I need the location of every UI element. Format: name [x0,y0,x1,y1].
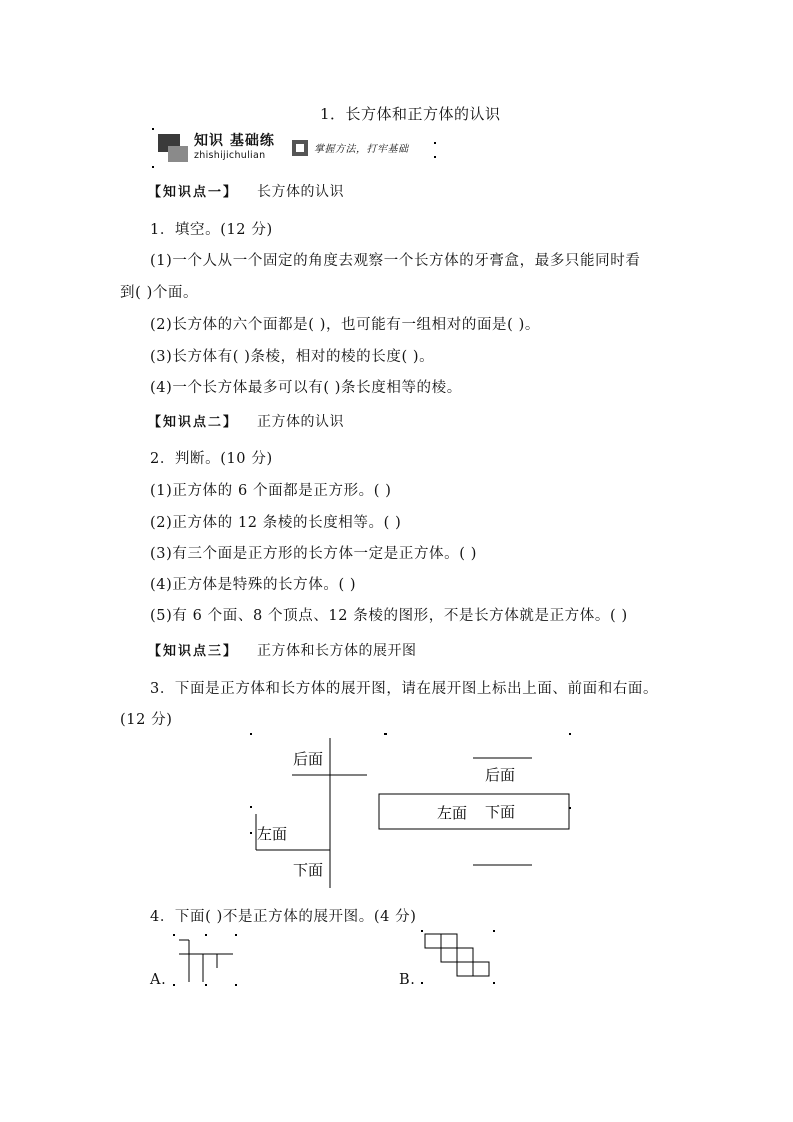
knowledge-point-1 [148,181,344,201]
question-4-heading: 4．下面( )不是正方体的展开图。(4 分) [150,909,417,925]
cuboid-net-figure [375,728,585,878]
corner-mark [205,934,207,936]
cube-net-figure [240,728,390,893]
knowledge-point-topic: 正方体和长方体的展开图 [256,643,417,659]
label-back: 后面 [293,750,324,768]
section-banner [152,128,442,168]
banner-heading: 知识 基础练 [194,133,275,149]
banner-slogan: 掌握方法，打牢基础 [314,144,409,155]
net-square [425,934,441,948]
corner-mark [421,930,423,932]
question-2-heading: 2．判断。(10 分) [150,451,273,467]
net-square [441,934,457,948]
net-square [457,948,473,962]
net-square [441,948,457,962]
corner-mark [421,982,423,984]
label-left: 左面 [257,825,288,843]
corner-mark [173,984,175,986]
label-bottom: 下面 [485,803,516,821]
knowledge-point-label: 【知识点二】 [148,415,239,430]
net-square [473,962,489,976]
question-3-line-1: 3．下面是正方体和长方体的展开图，请在展开图上标出上面、前面和右面。 [150,681,659,697]
knowledge-point-topic: 长方体的认识 [256,184,344,200]
corner-mark [569,733,571,735]
corner-mark [250,733,252,735]
corner-mark [493,930,495,932]
q2-item-4: (4)正方体是特殊的长方体。( ) [150,577,357,593]
corner-mark [250,806,252,808]
net-rectangle [379,794,569,829]
knowledge-point-2 [148,411,344,431]
corner-mark [235,934,237,936]
question-1-heading: 1．填空。(12 分) [150,222,273,238]
knowledge-point-topic: 正方体的认识 [256,414,344,430]
knowledge-point-label: 【知识点一】 [148,185,239,200]
q2-item-5: (5)有 6 个面、8 个顶点、12 条棱的图形，不是长方体就是正方体。( ) [150,608,628,624]
corner-mark [173,934,175,936]
corner-mark [235,984,237,986]
knowledge-point-3 [148,640,416,660]
corner-mark [250,832,252,834]
label-left: 左面 [437,804,468,822]
question-3-line-2: (12 分) [120,712,173,728]
q1-item-3: (3)长方体有( )条棱，相对的棱的长度( )。 [150,349,435,365]
banner-slogan-icon [292,140,308,156]
knowledge-point-label: 【知识点三】 [148,644,239,659]
corner-mark [493,982,495,984]
q2-item-3: (3)有三个面是正方形的长方体一定是正方体。( ) [150,546,477,562]
label-back: 后面 [485,766,516,784]
q2-item-1: (1)正方体的 6 个面都是正方形。( ) [150,483,392,499]
q1-item-1: (1)一个人从一个固定的角度去观察一个长方体的牙膏盒，最多只能同时看 [150,253,641,269]
option-a-net-figure [165,932,245,990]
q2-item-2: (2)正方体的 12 条棱的长度相等。( ) [150,515,402,531]
q1-item-4: (4)一个长方体最多可以有( )条长度相等的棱。 [150,380,462,396]
label-bottom: 下面 [293,861,324,879]
q1-item-2: (2)长方体的六个面都是( )，也可能有一组相对的面是( )。 [150,317,540,333]
option-b-label: B. [399,972,416,988]
q1-item-1-cont: 到( )个面。 [120,285,199,301]
corner-mark [205,984,207,986]
banner-logo-icon [158,134,188,164]
corner-mark [385,733,387,735]
net-square [457,962,473,976]
option-a-label: A. [150,972,167,988]
page-title: 1．长方体和正方体的认识 [320,105,501,123]
banner-pinyin: zhishijichulian [194,150,266,161]
option-b-net-figure [415,926,500,988]
